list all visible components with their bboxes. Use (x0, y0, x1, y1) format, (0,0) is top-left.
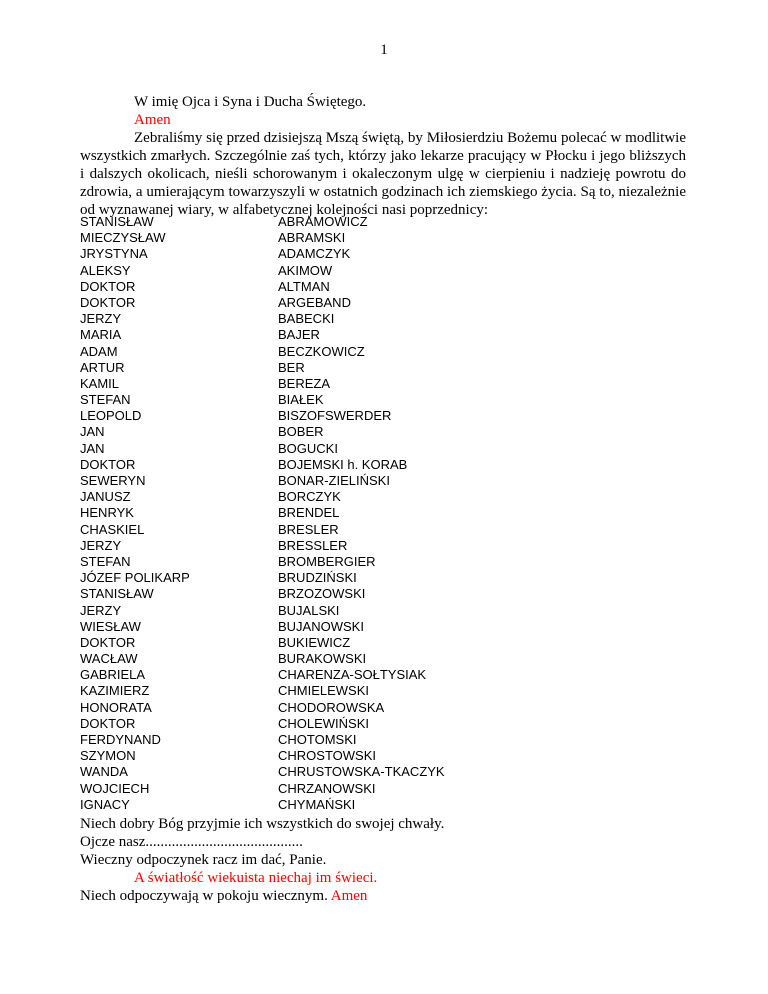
first-name: DOKTOR (80, 634, 136, 650)
first-name: LEOPOLD (80, 408, 142, 424)
closing-line-1: Niech dobry Bóg przyjmie ich wszystkich do swojej chwały. (80, 816, 445, 832)
first-name: STANISŁAW (80, 586, 154, 602)
name-row (80, 360, 700, 376)
first-name: KAMIL (80, 375, 120, 391)
first-name: SZYMON (80, 748, 136, 764)
amen-response: Amen (134, 112, 171, 128)
name-row (80, 457, 700, 473)
first-name: JÓZEF POLIKARP (80, 570, 190, 586)
first-name: JAN (80, 440, 105, 456)
name-row (80, 635, 700, 651)
name-row (80, 295, 700, 311)
first-name: JERZY (80, 311, 122, 327)
first-name: DOKTOR (80, 456, 136, 472)
name-row (80, 764, 700, 780)
last-name: BISZOFSWERDER (278, 408, 392, 424)
last-name: CHRZANOWSKI (278, 780, 376, 796)
closing-line-5 (80, 887, 686, 905)
last-name: BAJER (278, 327, 320, 343)
first-name: WANDA (80, 764, 128, 780)
first-name: MARIA (80, 327, 122, 343)
last-name: BEREZA (278, 375, 331, 391)
first-name: IGNACY (80, 796, 130, 812)
closing-amen: Amen (330, 888, 368, 904)
closing-line-5-text: Niech odpoczywają w pokoju wiecznym. (80, 888, 331, 904)
last-name: ADAMCZYK (278, 246, 351, 262)
name-row (80, 279, 700, 295)
closing-block (80, 815, 686, 905)
name-row (80, 263, 700, 279)
name-row (80, 424, 700, 440)
last-name: BURAKOWSKI (278, 651, 367, 667)
last-name: CHROSTOWSKI (278, 748, 376, 764)
last-name: BROMBERGIER (278, 553, 376, 569)
name-row (80, 732, 700, 748)
name-row (80, 505, 700, 521)
first-name: WOJCIECH (80, 780, 150, 796)
first-name: DOKTOR (80, 715, 136, 731)
last-name: BUKIEWICZ (278, 634, 351, 650)
last-name: CHOLEWIŃSKI (278, 715, 370, 731)
first-name: WACŁAW (80, 651, 138, 667)
name-row (80, 214, 700, 230)
last-name: CHODOROWSKA (278, 699, 385, 715)
last-name: BOBER (278, 424, 324, 440)
name-row (80, 619, 700, 635)
first-name: GABRIELA (80, 667, 146, 683)
last-name: BRESLER (278, 521, 339, 537)
last-name: CHARENZA-SOŁTYSIAK (278, 667, 427, 683)
opening-block (80, 93, 686, 219)
first-name: JERZY (80, 602, 122, 618)
name-row (80, 586, 700, 602)
last-name: ABRAMOWICZ (278, 214, 368, 229)
first-name: SEWERYN (80, 473, 146, 488)
first-name: HONORATA (80, 699, 152, 715)
name-row (80, 441, 700, 457)
last-name: BRENDEL (278, 505, 340, 521)
first-name: ARTUR (80, 359, 125, 375)
last-name: BECZKOWICZ (278, 343, 365, 359)
last-name: BORCZYK (278, 489, 341, 505)
last-name: ARGEBAND (278, 294, 351, 310)
last-name: BONAR-ZIELIŃSKI (278, 473, 390, 488)
last-name: BRZOZOWSKI (278, 586, 366, 602)
name-row (80, 797, 700, 813)
page-number: 1 (380, 42, 388, 58)
first-name: DOKTOR (80, 294, 136, 310)
name-row (80, 716, 700, 732)
last-name: CHYMAŃSKI (278, 796, 356, 812)
first-name: ADAM (80, 343, 118, 359)
last-name: CHOTOMSKI (278, 732, 357, 747)
name-row (80, 392, 700, 408)
first-name: JRYSTYNA (80, 246, 148, 262)
name-row (80, 327, 700, 343)
first-name: JANUSZ (80, 489, 131, 505)
name-row (80, 748, 700, 764)
name-row (80, 570, 700, 586)
opening-line: W imię Ojca i Syna i Ducha Świętego. (134, 94, 367, 110)
last-name: BABECKI (278, 311, 335, 327)
name-row (80, 522, 700, 538)
last-name: CHRUSTOWSKA-TKACZYK (278, 764, 445, 780)
last-name: CHMIELEWSKI (278, 683, 370, 699)
names-list (80, 214, 700, 813)
name-row (80, 230, 700, 246)
name-row (80, 700, 700, 716)
last-name: BUJANOWSKI (278, 618, 364, 634)
name-row (80, 554, 700, 570)
first-name: STEFAN (80, 553, 131, 569)
last-name: BRUDZIŃSKI (278, 570, 357, 586)
name-row (80, 246, 700, 262)
closing-line-4: A światłość wiekuista niechaj im świeci. (134, 870, 378, 886)
first-name: ALEKSY (80, 262, 131, 278)
name-row (80, 473, 700, 489)
last-name: AKIMOW (278, 262, 333, 278)
intro-paragraph: Zebraliśmy się przed dzisiejszą Mszą świętą, by Miłosierdziu Bożemu polecać w modlitwie wszystkich zmarłych. Szczególnie zaś tych, którzy jako lekarze pracujący w Płocku i jego bliższych i dalszych okolicach, nieśli schorowanym i okaleczonym ulgę w cierpieniu i nadzieję powrotu do zdrowia, a umierającym towarzyszyli w ostatnich godzinach ich ziemskiego życia. Są to, niezależnie od wyznawanej wiary, w alfabetycznej kolejności nasi poprzednicy: (80, 130, 686, 218)
closing-line-3: Wieczny odpoczynek racz im dać, Panie. (80, 852, 327, 868)
name-row (80, 683, 700, 699)
name-row (80, 489, 700, 505)
name-row (80, 667, 700, 683)
name-row (80, 408, 700, 424)
first-name: FERDYNAND (80, 732, 161, 747)
name-row (80, 651, 700, 667)
name-row (80, 603, 700, 619)
last-name: BOJEMSKI h. KORAB (278, 456, 408, 472)
first-name: STEFAN (80, 392, 131, 408)
name-row (80, 376, 700, 392)
name-row (80, 538, 700, 554)
first-name: DOKTOR (80, 278, 136, 294)
name-row (80, 311, 700, 327)
last-name: ALTMAN (278, 278, 330, 294)
name-row (80, 344, 700, 360)
first-name: KAZIMIERZ (80, 683, 150, 699)
first-name: JAN (80, 424, 105, 440)
last-name: BUJALSKI (278, 602, 340, 618)
first-name: CHASKIEL (80, 521, 145, 537)
first-name: WIESŁAW (80, 618, 141, 634)
first-name: HENRYK (80, 505, 134, 521)
first-name: MIECZYSŁAW (80, 230, 166, 246)
last-name: BOGUCKI (278, 440, 338, 456)
name-row (80, 781, 700, 797)
last-name: BIAŁEK (278, 392, 324, 408)
last-name: ABRAMSKI (278, 230, 346, 246)
first-name: STANISŁAW (80, 214, 154, 229)
last-name: BRESSLER (278, 537, 348, 553)
last-name: BER (278, 359, 305, 375)
first-name: JERZY (80, 537, 122, 553)
closing-line-2: Ojcze nasz.......................................... (80, 834, 303, 850)
